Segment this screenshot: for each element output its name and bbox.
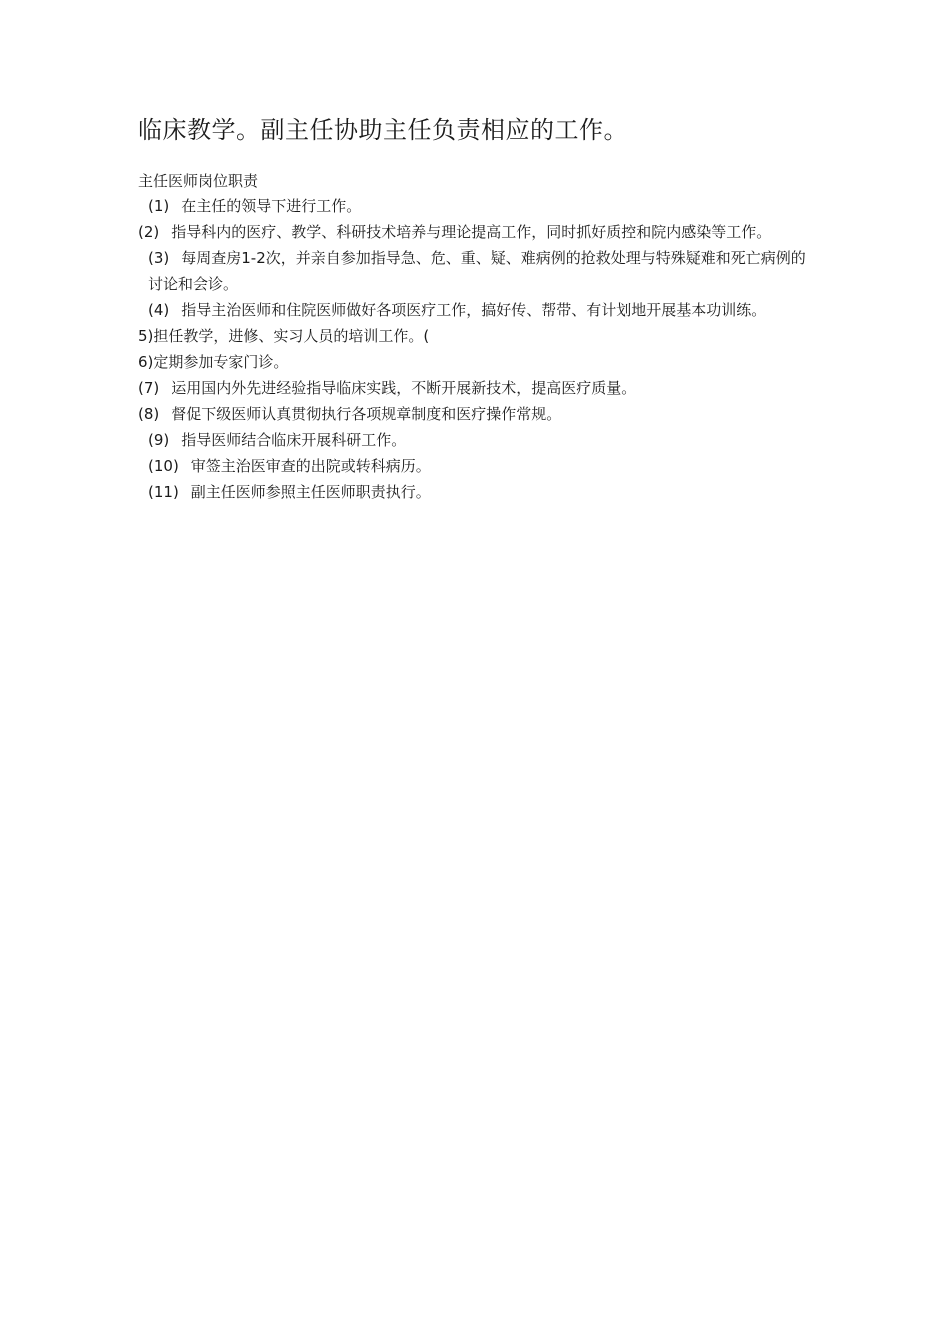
duty-text: 每周查房1-2次，并亲自参加指导急、危、重、疑、难病例的抢救处理与特殊疑难和死亡病例的讨论和会诊。 (148, 249, 806, 293)
duty-number: (9) (148, 431, 170, 449)
duty-number: (11) (148, 483, 179, 501)
duty-number: (2) (138, 223, 160, 241)
duty-item-4 (138, 297, 814, 323)
duty-number: (3) (148, 249, 170, 267)
duty-text: 指导科内的医疗、教学、科研技术培养与理论提高工作，同时抓好质控和院内感染等工作。 (171, 223, 772, 241)
duty-text: 副主任医师参照主任医师职责执行。 (190, 483, 431, 501)
duty-item-11 (138, 479, 814, 505)
lead-paragraph: 临床教学。副主任协助主任负责相应的工作。 (138, 116, 628, 144)
duty-item-2 (138, 219, 814, 245)
duty-text: 运用国内外先进经验指导临床实践，不断开展新技术，提高医疗质量。 (171, 379, 637, 397)
duty-list (138, 193, 814, 505)
duty-text: 审签主治医审查的出院或转科病历。 (190, 457, 431, 475)
duty-item-1 (138, 193, 814, 219)
duty-text: 督促下级医师认真贯彻执行各项规章制度和医疗操作常规。 (171, 405, 562, 423)
duty-text: 指导主治医师和住院医师做好各项医疗工作，搞好传、帮带、有计划地开展基本功训练。 (181, 301, 767, 319)
duty-item-7 (138, 375, 814, 401)
duty-number: (8) (138, 405, 160, 423)
duty-text: 担任教学，进修、实习人员的培训工作。( (153, 327, 430, 345)
duty-number: 5) (138, 327, 154, 345)
duty-number: (7) (138, 379, 160, 397)
duty-number: 6) (138, 353, 154, 371)
duty-number: (10) (148, 457, 179, 475)
duty-text: 指导医师结合临床开展科研工作。 (181, 431, 407, 449)
duty-item-9 (138, 427, 814, 453)
duty-number: (1) (148, 197, 170, 215)
duty-item-3 (138, 245, 814, 297)
duty-item-5 (138, 323, 814, 349)
duty-item-8 (138, 401, 814, 427)
section-title: 主任医师岗位职责 (138, 172, 259, 190)
duty-item-6 (138, 349, 814, 375)
duty-text: 定期参加专家门诊。 (153, 353, 289, 371)
duty-text: 在主任的领导下进行工作。 (181, 197, 362, 215)
duty-number: (4) (148, 301, 170, 319)
duty-item-10 (138, 453, 814, 479)
